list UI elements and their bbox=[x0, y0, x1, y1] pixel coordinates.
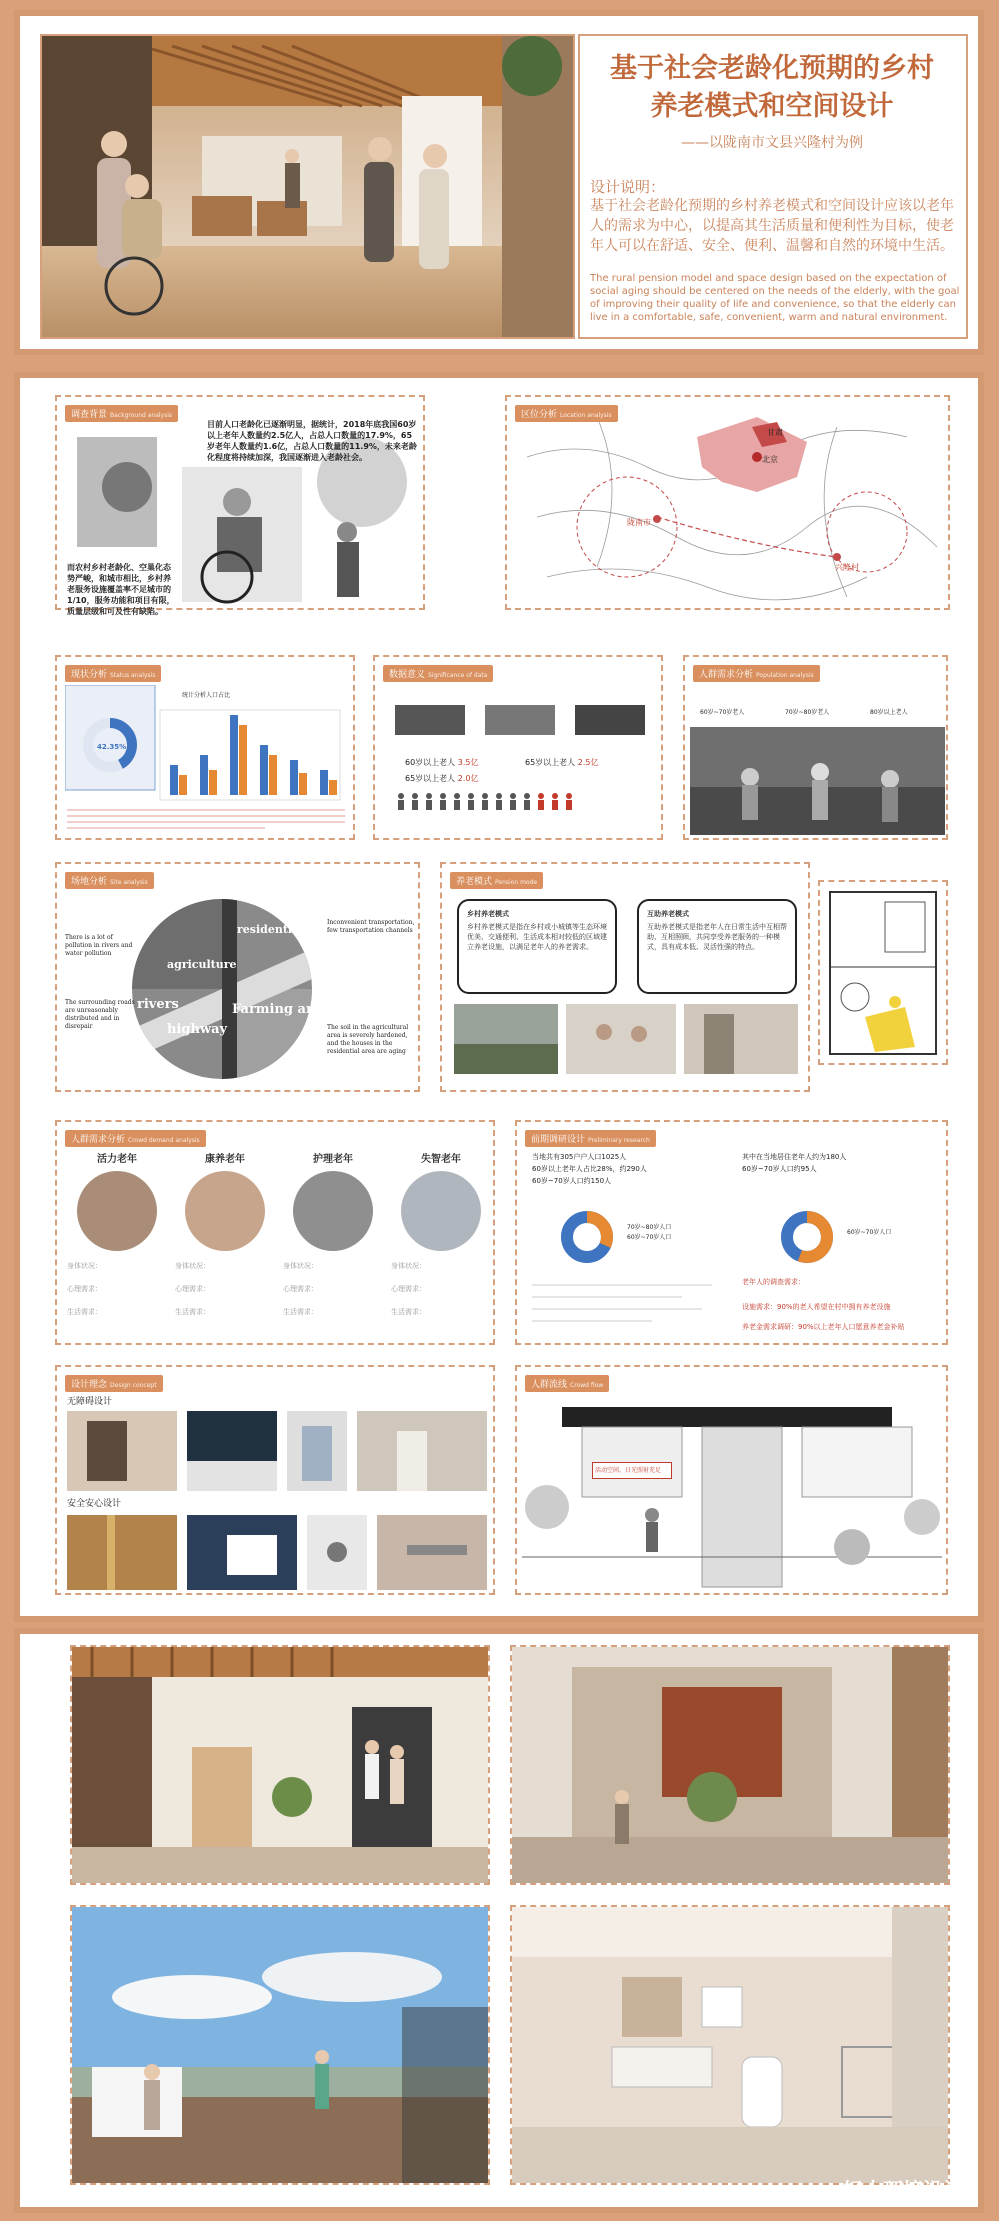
crowd-card-line: 身体状况： bbox=[175, 1262, 210, 1270]
site-note-lb: The surrounding roads are unreasonably distributed and in disrepair bbox=[65, 999, 135, 1030]
title-line-1: 基于社会老龄化预期的乡村 bbox=[610, 53, 934, 84]
mode-box-rural-text: 乡村养老模式是指在乡村或小城镇等生态环境优美、交通便利、生活成本相对较低的区域建立养老设施，以满足老年人的养老需求。 bbox=[467, 923, 607, 951]
mode-panel bbox=[440, 862, 810, 1092]
site-note-bottom: The soil in the agricultural area is severely hardened, and the houses in the residential area are aging bbox=[327, 1024, 409, 1055]
rendering-bathroom bbox=[512, 1907, 948, 2183]
crowd-card-line: 生活需求： bbox=[391, 1308, 426, 1316]
population-label-3: 80岁以上老人 bbox=[870, 709, 908, 716]
population-photo bbox=[690, 727, 945, 835]
crowd-card-line: 心理需求： bbox=[175, 1285, 210, 1293]
population-label-2: 70岁~80岁老人 bbox=[785, 709, 830, 716]
flow-section-drawing bbox=[522, 1397, 942, 1589]
research-legend-3: 60岁~70岁人口 bbox=[847, 1229, 892, 1236]
data-row-1: 60岁以上老人 3.5亿 bbox=[405, 758, 479, 767]
data-row-3: 65岁以上老人 2.0亿 bbox=[405, 774, 479, 783]
data-row-2: 65岁以上老人 2.5亿 bbox=[525, 758, 599, 767]
crowd-card-line: 生活需求： bbox=[67, 1308, 102, 1316]
crowd-card-title: 活力老年 bbox=[97, 1154, 137, 1165]
location-map bbox=[507, 397, 948, 608]
render-panel-4 bbox=[510, 1905, 950, 2185]
crowd-card-photo bbox=[293, 1171, 373, 1251]
data-tag: 数据意义 Significance of data bbox=[383, 665, 493, 682]
status-pct: 42.35% bbox=[97, 743, 127, 751]
hero-image-frame bbox=[40, 34, 575, 339]
crowd-card-photo bbox=[401, 1171, 481, 1251]
site-word-residential: residential area bbox=[237, 923, 335, 936]
crowd-card-2 bbox=[175, 1150, 275, 1318]
crowd-card-line: 生活需求： bbox=[283, 1308, 318, 1316]
flow-tag: 人群流线 Crowd flow bbox=[525, 1375, 609, 1392]
mode-box-mutual-title: 互助养老模式 bbox=[647, 910, 689, 918]
research-right-2: 60岁~70岁人口约95人 bbox=[742, 1165, 817, 1173]
background-text-2: 而农村乡村老龄化、空巢化态势严峻，和城市相比，乡村养老服务设施覆盖率不足城市的1/10，服务功能和项目有限，质量层级和可及性有缺陷。 bbox=[67, 563, 175, 616]
research-right-1: 其中在当地居住老年人约为180人 bbox=[742, 1153, 847, 1161]
title-line-2: 养老模式和空间设计 bbox=[650, 91, 894, 122]
population-tag: 人群需求分析 Population analysis bbox=[693, 665, 820, 682]
crowd-card-line: 心理需求： bbox=[283, 1285, 318, 1293]
site-tag: 场地分析 Site analysis bbox=[65, 872, 154, 889]
site-panel bbox=[55, 862, 420, 1092]
crowd-tag: 人群需求分析 Crowd demand analysis bbox=[65, 1130, 206, 1147]
mode-tag: 养老模式 Pension mode bbox=[450, 872, 543, 889]
map-label-longnan: 陇南市 bbox=[627, 518, 651, 527]
rendering-terrace bbox=[72, 1907, 488, 2183]
location-panel bbox=[505, 395, 950, 610]
research-left-2: 60岁以上老年人占比28%，约290人 bbox=[532, 1165, 647, 1173]
background-text-1: 目前人口老龄化已逐渐明显，据统计，2018年底我国60岁以上老年人数量约2.5亿人，占总人口数量的17.9%，65岁老年人数量约1.6亿，占总人口数量的11.9%，未来老龄化程度将持续加深，我国逐渐进入老龄社会。 bbox=[207, 420, 417, 462]
design-description-en: The rural pension model and space design based on the expectation of social aging should be centered on the needs of the elderly, with the goal of improving their quality of life and convenience, so that the elderly can live in a comfortable, safe, convenient, warm and natural environment. bbox=[590, 273, 960, 323]
status-panel bbox=[55, 655, 355, 840]
population-label-1: 60岁~70岁老人 bbox=[700, 709, 745, 716]
crowd-card-line: 心理需求： bbox=[391, 1285, 426, 1293]
render-panel-1 bbox=[70, 1645, 490, 1885]
research-panel bbox=[515, 1120, 948, 1345]
people-pictogram bbox=[395, 792, 645, 812]
mode-photos bbox=[454, 1004, 798, 1084]
research-summary-3: 养老金需求调研：90%以上老年人口愿意养老金补贴 bbox=[742, 1323, 905, 1331]
location-tag: 区位分析 Location analysis bbox=[515, 405, 618, 422]
watermark: 轻大环境设计 bbox=[843, 2178, 963, 2202]
crowd-card-line: 生活需求： bbox=[175, 1308, 210, 1316]
crowd-card-title: 护理老年 bbox=[313, 1154, 353, 1165]
population-panel bbox=[683, 655, 948, 840]
research-tag: 前期调研设计 Preliminary research bbox=[525, 1130, 656, 1147]
hero-interior-photo bbox=[42, 36, 573, 337]
flow-bubble: 活动空间、日光照射充足 bbox=[592, 1462, 672, 1479]
crowd-card-line: 身体状况： bbox=[283, 1262, 318, 1270]
rendering-courtyard bbox=[512, 1647, 948, 1883]
design-heading-accessible: 无障碍设计 bbox=[67, 1397, 113, 1407]
render-panel-2 bbox=[510, 1645, 950, 1885]
data-panel bbox=[373, 655, 663, 840]
design-panel bbox=[55, 1365, 495, 1595]
site-note-right: Inconvenient transportation, few transportation channels bbox=[327, 919, 415, 934]
mode-box-rural bbox=[457, 899, 617, 994]
mode-box-rural-title: 乡村养老模式 bbox=[467, 910, 509, 918]
background-tag: 调查背景 Background analysis bbox=[65, 405, 178, 422]
crowd-card-3 bbox=[283, 1150, 383, 1318]
research-legend-1: 70岁~80岁人口 bbox=[627, 1224, 672, 1231]
crowd-card-title: 康养老年 bbox=[205, 1154, 245, 1165]
map-label-beijing: 北京 bbox=[762, 455, 778, 464]
crowd-card-4 bbox=[391, 1150, 491, 1318]
site-word-rivers: rivers bbox=[137, 997, 179, 1012]
crowd-card-line: 心理需求： bbox=[67, 1285, 102, 1293]
site-word-farming: Farming area bbox=[232, 1002, 330, 1017]
floor-plan-diagram bbox=[825, 887, 941, 1059]
research-summary-1: 老年人的调查需求： bbox=[742, 1278, 805, 1286]
map-label-gansu: 甘肃 bbox=[767, 428, 783, 437]
flow-panel bbox=[515, 1365, 948, 1595]
research-lines bbox=[532, 1277, 722, 1337]
data-photos bbox=[395, 705, 645, 735]
mode-box-mutual-text: 互助养老模式是指老年人在日常生活中互相帮助、互相照顾，共同享受养老服务的一种模式，具有成本低、灵活性强的特点。 bbox=[647, 923, 787, 951]
design-heading-safety: 安全安心设计 bbox=[67, 1499, 122, 1509]
design-tag: 设计理念 Design concept bbox=[65, 1375, 163, 1392]
status-chart-title: 统计分析人口占比 bbox=[182, 692, 231, 699]
design-description-cn: 基于社会老龄化预期的乡村养老模式和空间设计应该以老年人的需求为中心，以提高其生活质量和便利性为目标，使老年人可以在舒适、安全、便利、温馨和自然的环境中生活。 bbox=[590, 198, 954, 254]
status-charts bbox=[65, 685, 349, 835]
map-label-xinglong: 兴隆村 bbox=[835, 563, 859, 572]
page-subtitle: ——以陇南市文县兴隆村为例 bbox=[681, 135, 863, 151]
crowd-panel bbox=[55, 1120, 495, 1345]
crowd-card-title: 失智老年 bbox=[421, 1154, 461, 1165]
research-left-3: 60岁~70岁人口约150人 bbox=[532, 1177, 612, 1185]
design-description-heading: 设计说明： bbox=[590, 178, 666, 196]
site-word-highway: highway bbox=[167, 1022, 228, 1037]
accessible-photos bbox=[67, 1411, 487, 1491]
crowd-card-photo bbox=[185, 1171, 265, 1251]
site-circle-diagram bbox=[122, 889, 322, 1089]
mode-box-mutual bbox=[637, 899, 797, 994]
background-panel bbox=[55, 395, 425, 616]
page-title bbox=[582, 50, 962, 126]
render-panel-3 bbox=[70, 1905, 490, 2185]
research-legend-2: 60岁~70岁人口 bbox=[627, 1234, 672, 1241]
research-summary-2: 设施需求：90%的老人希望在村中拥有养老设施 bbox=[742, 1303, 891, 1311]
crowd-card-line: 身体状况： bbox=[391, 1262, 426, 1270]
status-tag: 现状分析 Status analysis bbox=[65, 665, 161, 682]
site-note-left: There is a lot of pollution in rivers and water pollution bbox=[65, 934, 133, 957]
site-word-agriculture: agriculture bbox=[167, 958, 237, 971]
crowd-card-photo bbox=[77, 1171, 157, 1251]
safety-photos bbox=[67, 1515, 487, 1590]
crowd-card-line: 身体状况： bbox=[67, 1262, 102, 1270]
crowd-card-1 bbox=[67, 1150, 167, 1318]
rendering-entrance bbox=[72, 1647, 488, 1883]
plan-panel bbox=[818, 880, 948, 1065]
research-left-1: 当地共有305户户人口1025人 bbox=[532, 1153, 627, 1161]
